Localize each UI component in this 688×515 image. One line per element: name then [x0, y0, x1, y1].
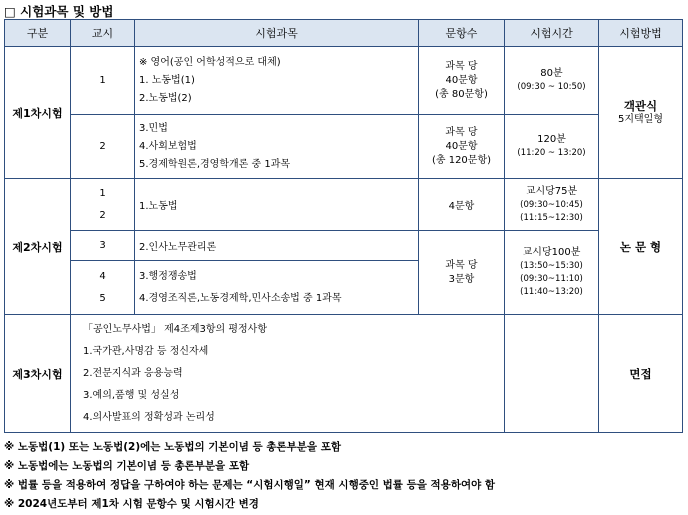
time-line: (11:20 ~ 13:20)	[517, 148, 586, 158]
exam-schedule-table	[4, 19, 683, 433]
header-subjects: 시험과목	[135, 20, 419, 47]
subject-line: 4.사회보험법	[139, 140, 197, 152]
question-line: 과목 당	[445, 126, 478, 138]
time-line: (11:40~13:20)	[520, 287, 583, 297]
table-row	[5, 231, 683, 261]
criteria-line: 2.전문지식과 응용능력	[83, 367, 183, 379]
subjects-cell	[135, 115, 419, 179]
subject-line: 4.경영조직론,노동경제학,민사소송법 중 1과목	[139, 292, 342, 304]
table-row	[5, 179, 683, 231]
stage-3-label: 제3차시험	[5, 315, 71, 433]
period-line: 5	[99, 292, 106, 304]
question-line: 40문항	[445, 74, 478, 86]
question-count-cell: 4문항	[419, 179, 505, 231]
subjects-cell	[135, 47, 419, 115]
period-line: 1	[99, 187, 106, 199]
period-cell: 2	[71, 115, 135, 179]
subject-line: 5.경제학원론,경영학개론 중 1과목	[139, 158, 291, 170]
footnote: ※ 법률 등을 적용하여 정답을 구하여야 하는 문제는 “시험시행일” 현재 시행중인 법률 등을 적용하여야 함	[4, 479, 496, 491]
interview-criteria-cell	[71, 315, 505, 433]
time-line: (11:15~12:30)	[520, 212, 583, 223]
subject-line: ※ 영어(공인 어학성적으로 대체)	[139, 56, 281, 68]
table-row	[5, 47, 683, 115]
subjects-cell: 1.노동법	[135, 179, 419, 231]
time-line: 120분	[537, 134, 566, 145]
subjects-cell	[135, 261, 419, 315]
time-line: (09:30~11:10)	[520, 274, 583, 284]
question-count-cell	[419, 115, 505, 179]
header-exam-time: 시험시간	[505, 20, 599, 47]
criteria-line: 「공인노무사법」 제4조제3항의 평정사항	[83, 323, 267, 335]
section-heading: □ 시험과목 및 방법	[4, 4, 114, 19]
criteria-line: 3.예의,품행 및 성실성	[83, 389, 180, 401]
table-header-row	[5, 20, 683, 47]
footnote: ※ 2024년도부터 제1차 시험 문항수 및 시험시간 변경	[4, 498, 259, 510]
subject-line: 2.노동법(2)	[139, 92, 192, 104]
period-line: 2	[99, 209, 106, 221]
question-line: (총 120문항)	[431, 154, 492, 166]
subject-line: 1. 노동법(1)	[139, 74, 195, 86]
question-line: 과목 당	[445, 60, 478, 72]
time-line: (13:50~15:30)	[520, 261, 583, 271]
time-line: (09:30~10:45)	[520, 199, 583, 210]
question-line: 40문항	[445, 140, 478, 152]
method-line: 객관식	[623, 98, 658, 113]
exam-time-cell	[505, 115, 599, 179]
time-line: 교시당75분	[525, 185, 578, 197]
stage-1-label: 제1차시험	[5, 47, 71, 179]
method-cell: 면접	[599, 315, 683, 433]
period-cell	[71, 261, 135, 315]
question-count-cell	[419, 231, 505, 315]
footnote: ※ 노동법(1) 또는 노동법(2)에는 노동법의 기본이념 등 총론부분을 포함	[4, 441, 341, 453]
method-cell: 논 문 형	[599, 179, 683, 315]
method-cell	[599, 47, 683, 179]
question-line: 3문항	[448, 273, 475, 285]
period-cell: 3	[71, 231, 135, 261]
period-cell: 1	[71, 47, 135, 115]
criteria-line: 4.의사발표의 정확성과 논리성	[83, 411, 215, 423]
subject-line: 3.행정쟁송법	[139, 270, 197, 282]
subjects-cell: 2.인사노무관리론	[135, 231, 419, 261]
time-line: (09:30 ~ 10:50)	[517, 82, 586, 92]
table-row	[5, 315, 683, 433]
time-line: 80분	[540, 68, 563, 79]
exam-time-cell	[505, 231, 599, 315]
question-count-cell	[419, 47, 505, 115]
header-category: 구분	[5, 20, 71, 47]
header-exam-method: 시험방법	[599, 20, 683, 47]
exam-time-cell	[505, 179, 599, 231]
stage-2-label: 제2차시험	[5, 179, 71, 315]
question-line: (총 80문항)	[435, 88, 488, 100]
exam-time-cell	[505, 47, 599, 115]
method-line: 5지택일형	[617, 113, 663, 125]
subject-line: 3.민법	[139, 122, 168, 134]
footnote: ※ 노동법에는 노동법의 기본이념 등 총론부분을 포함	[4, 460, 250, 472]
period-cell	[71, 179, 135, 231]
header-question-count: 문항수	[419, 20, 505, 47]
question-line: 과목 당	[445, 259, 478, 271]
table-row	[5, 115, 683, 179]
time-line: 교시당100분	[522, 247, 581, 258]
header-period: 교시	[71, 20, 135, 47]
criteria-line: 1.국가관,사명감 등 정신자세	[83, 345, 209, 357]
period-line: 4	[99, 270, 106, 282]
exam-time-cell	[505, 315, 599, 433]
footnotes	[4, 438, 495, 514]
